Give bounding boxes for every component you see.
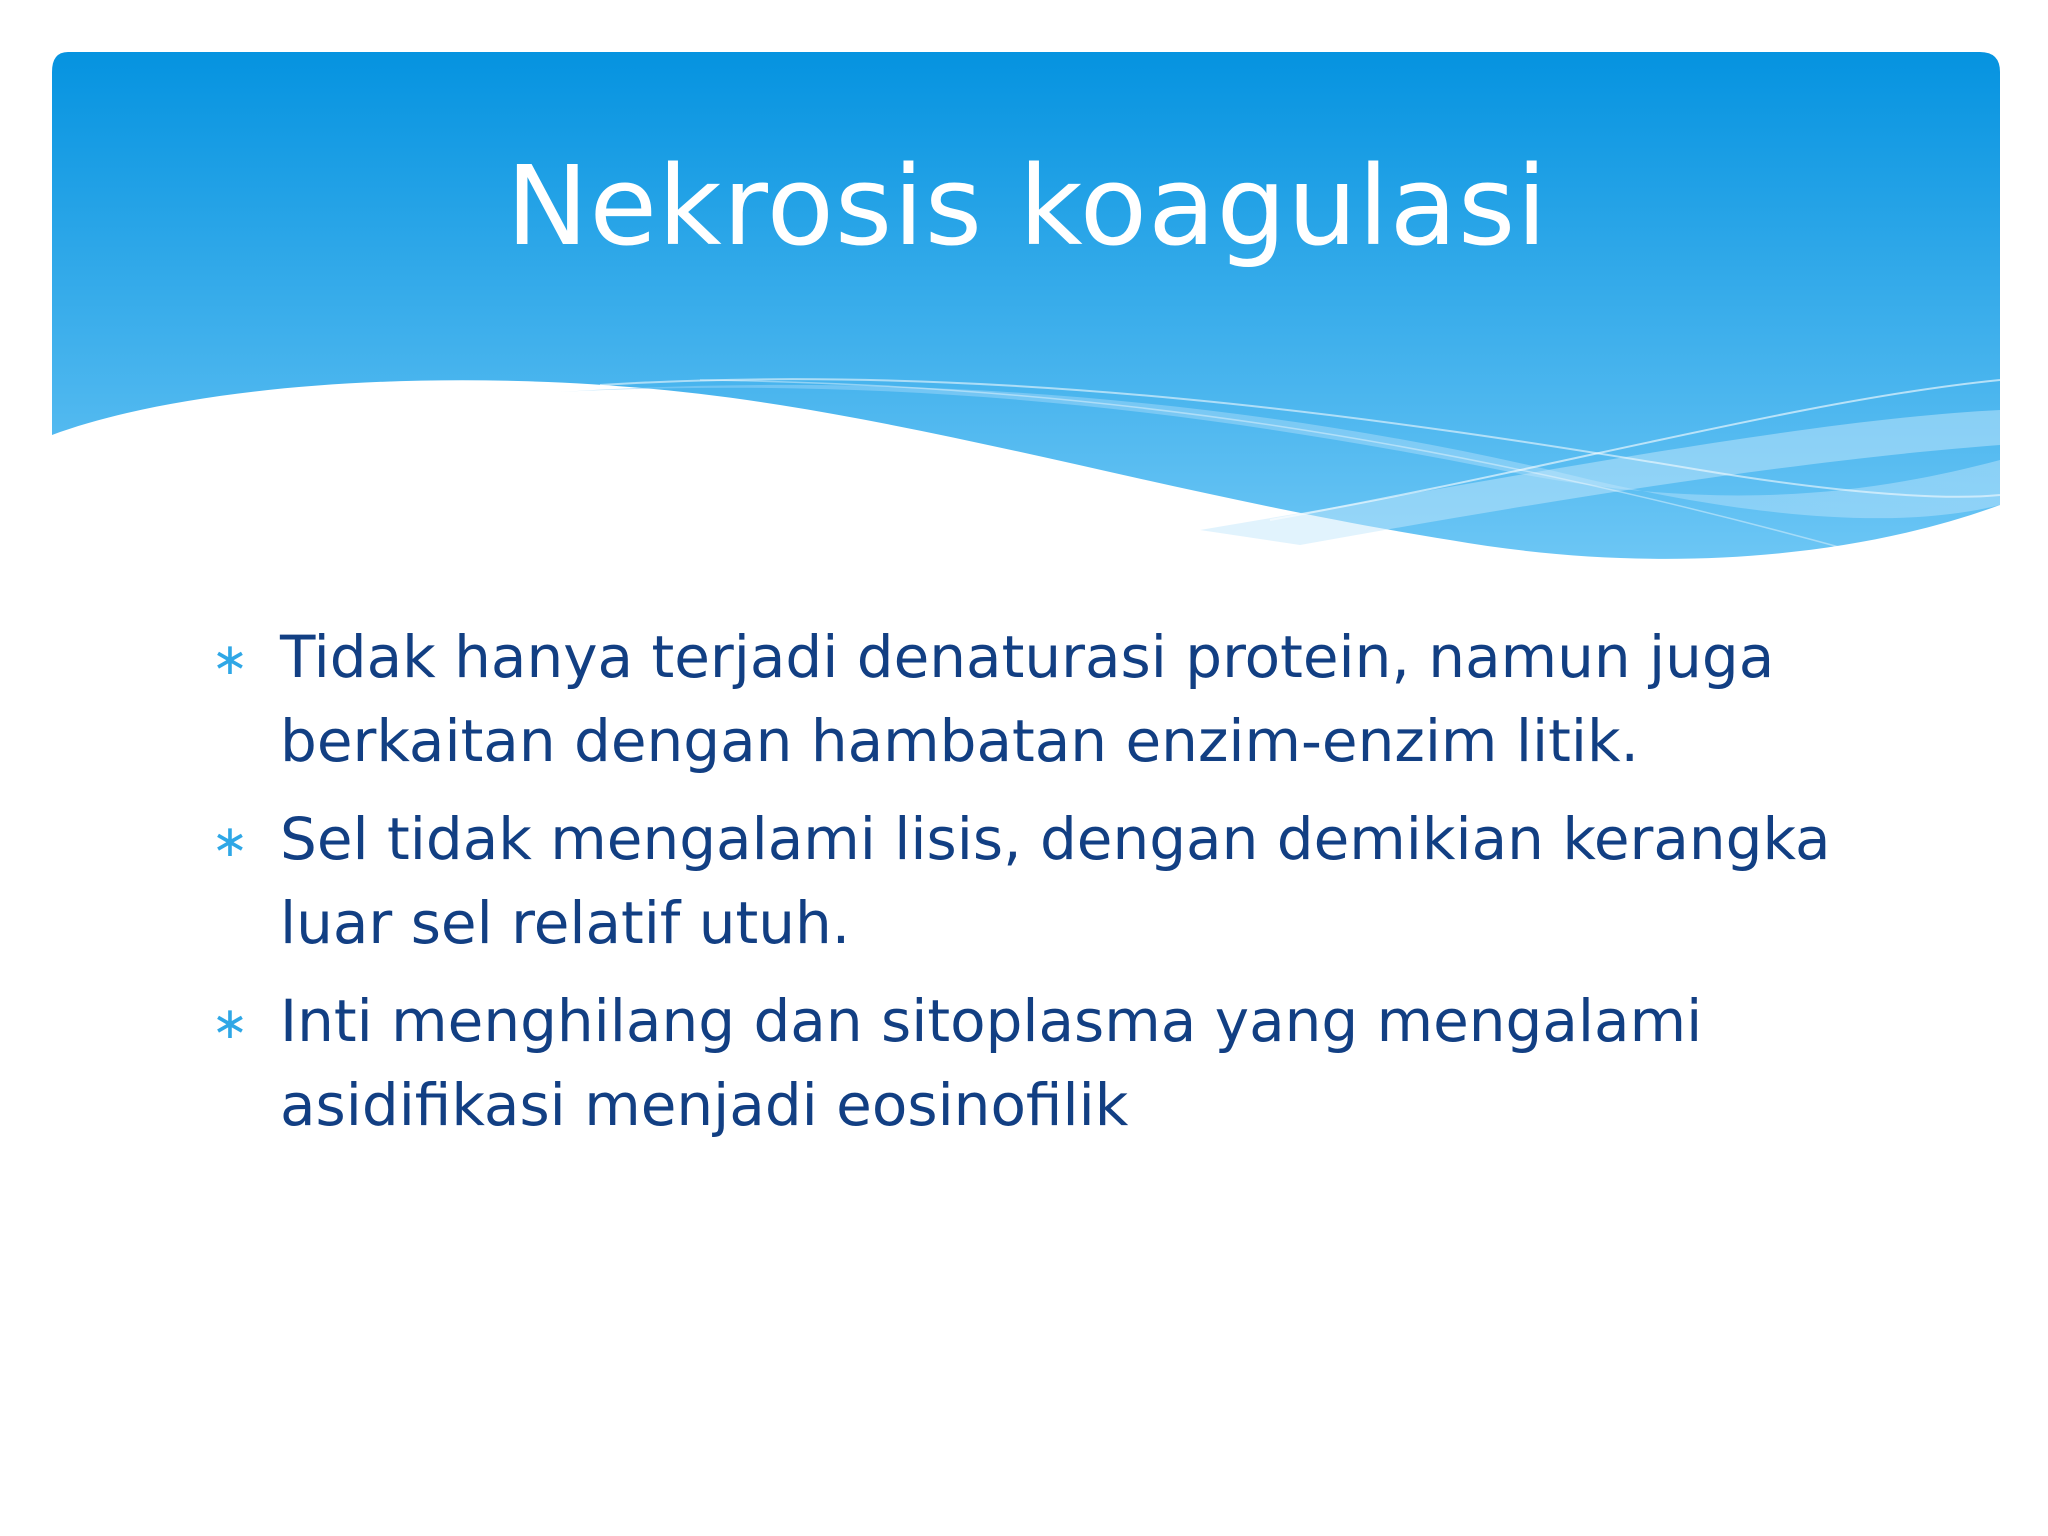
bullet-list [210, 615, 1910, 1161]
slide-title: Nekrosis koagulasi [506, 142, 1548, 270]
asterisk-bullet-icon: ∗ [211, 634, 249, 685]
asterisk-bullet-icon: ∗ [211, 998, 249, 1049]
header-band [52, 52, 2000, 559]
bullet-text: Tidak hanya terjadi denaturasi protein, namun juga berkaitan dengan hambatan enzim-enzim litik. [280, 623, 1775, 775]
bullet-text: Inti menghilang dan sitoplasma yang mengalami asidifikasi menjadi eosinofilik [280, 987, 1703, 1139]
list-item [210, 615, 1910, 783]
asterisk-bullet-icon: ∗ [211, 816, 249, 867]
bullet-text: Sel tidak mengalami lisis, dengan demikian kerangka luar sel relatif utuh. [280, 805, 1831, 957]
header-wave-background [0, 0, 2048, 600]
list-item [210, 797, 1910, 965]
list-item [210, 979, 1910, 1147]
